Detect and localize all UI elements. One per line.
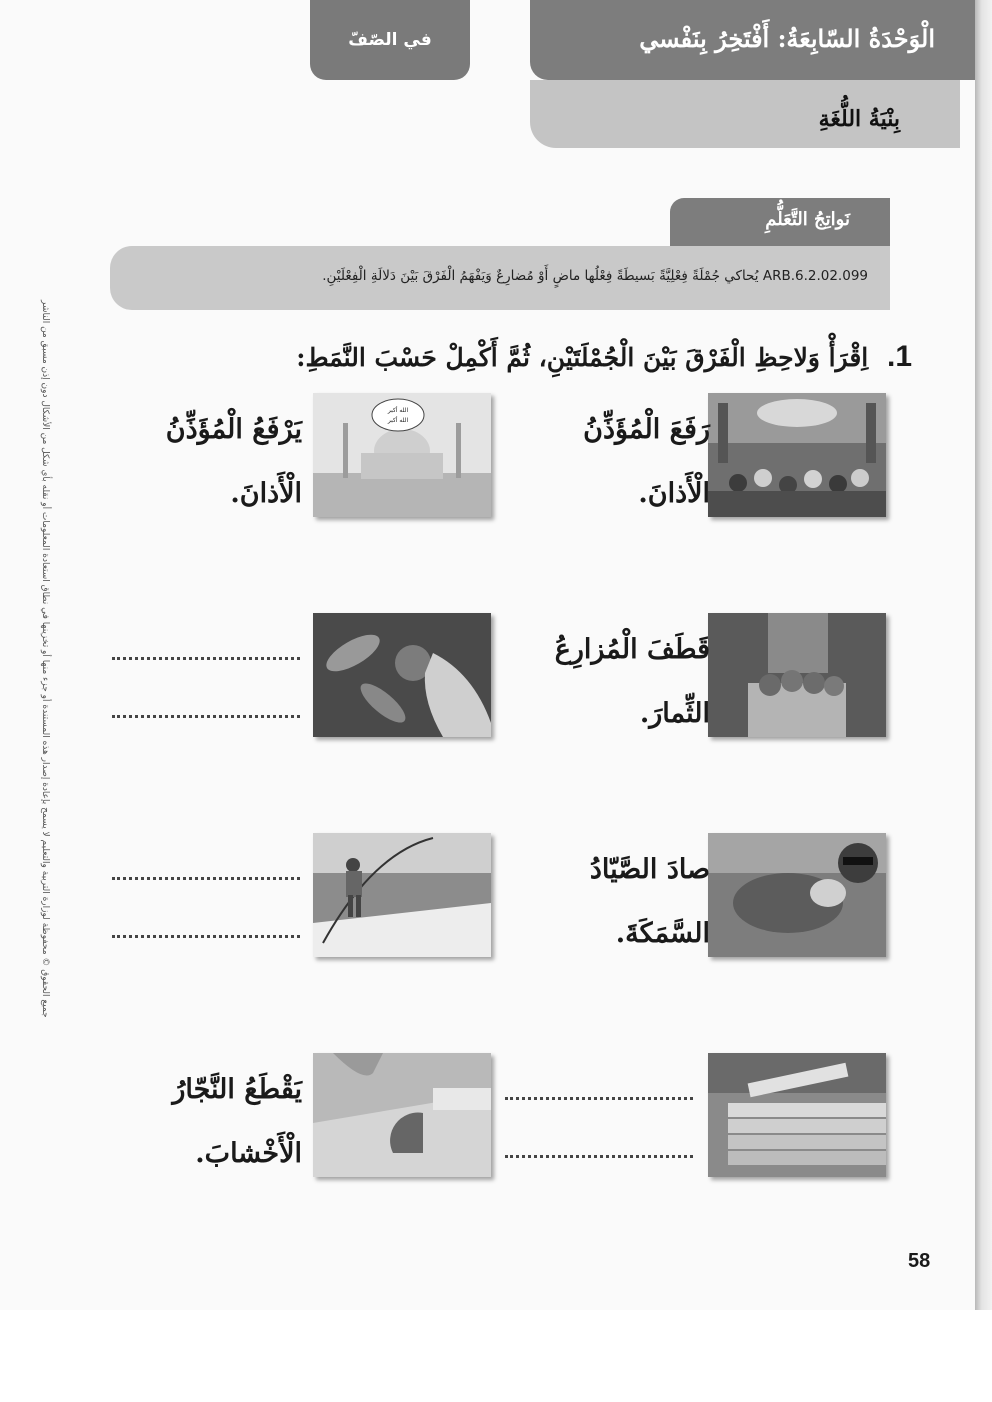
- outcomes-tab-label: نَواتِجُ التَّعَلُّمِ: [765, 209, 850, 230]
- farmer-tomatoes-photo: [708, 613, 886, 737]
- outcomes-band: [110, 246, 890, 310]
- page-number: 58: [908, 1250, 931, 1272]
- section-header-band: [530, 80, 960, 148]
- outcomes-tab: [670, 198, 890, 246]
- unit-title: الْوَحْدَةُ السّابِعَةُ: أَفْتَخِرُ بِنَفْسي: [639, 24, 935, 53]
- speech-bubble-line-1: الله أكبر: [387, 407, 409, 414]
- bottom-margin: [0, 1310, 992, 1402]
- picking-fruit-photo: [313, 613, 491, 737]
- class-tab-label: في الصّفّ: [348, 30, 432, 50]
- page-edge-shadow: [975, 0, 992, 1310]
- class-tab: [310, 0, 470, 80]
- unit-header-band: [530, 0, 975, 80]
- past-sentence-1: رَفَعَ الْمُؤَذِّنُ الْأَذانَ.: [583, 414, 710, 509]
- answer-line-2b[interactable]: [112, 715, 300, 718]
- instruction-text: اِقْرَأْ وَلاحِظِ الْفَرْقَ بَيْنَ الْجُمْلَتَيْنِ، ثُمَّ أَكْمِلْ حَسْبَ النَّمَطِ:: [296, 343, 869, 372]
- mosque-exterior-photo: [313, 393, 491, 517]
- copyright-note: جميع الحقوق © محفوظة لوزارة التربية والتعليم لا يسمح بإعادة إصدار هذه المستندة أو جزء منها أو تخزينها في نطاق استعادة المعلومات أو نقله بأي شكل من الأشكال دون إذن مسبق من الناشر: [40, 300, 50, 1018]
- mosque-worshippers-photo: [708, 393, 886, 517]
- fishing-boat-photo: [313, 833, 491, 957]
- speech-bubble-line-2: الله أكبر: [387, 417, 409, 424]
- answer-line-4b[interactable]: [505, 1155, 693, 1158]
- exercise-instruction: [296, 340, 912, 374]
- present-sentence-1: يَرْفَعُ الْمُؤَذِّنُ الْأَذانَ.: [165, 414, 302, 509]
- exercise-number: 1.: [886, 340, 912, 373]
- outcome-text: ARB.6.2.02.099 يُحاكي جُمْلَةً فِعْلِيَّةً بَسيطَةً فِعْلُها ماضٍ أَوْ مُضارِعٌ وَيَفْهَمُ الْفَرْقَ بَيْنَ دَلالَةِ الْفِعْلَيْنِ.: [322, 268, 868, 284]
- wood-planks-photo: [708, 1053, 886, 1177]
- section-title: بِنْيَةُ اللُّغَةِ: [818, 106, 900, 132]
- answer-line-3a[interactable]: [112, 877, 300, 880]
- table-saw-photo: [313, 1053, 491, 1177]
- past-sentence-3: صادَ الصَّيّادُ السَّمَكَةَ.: [589, 854, 710, 949]
- fisherman-fish-photo: [708, 833, 886, 957]
- answer-line-2a[interactable]: [112, 657, 300, 660]
- answer-line-4a[interactable]: [505, 1097, 693, 1100]
- answer-line-3b[interactable]: [112, 935, 300, 938]
- present-sentence-4: يَقْطَعُ النَّجّارُ الْأَخْشابَ.: [172, 1074, 302, 1169]
- past-sentence-2: قَطَفَ الْمُزارِعُ الثِّمارَ.: [554, 634, 710, 729]
